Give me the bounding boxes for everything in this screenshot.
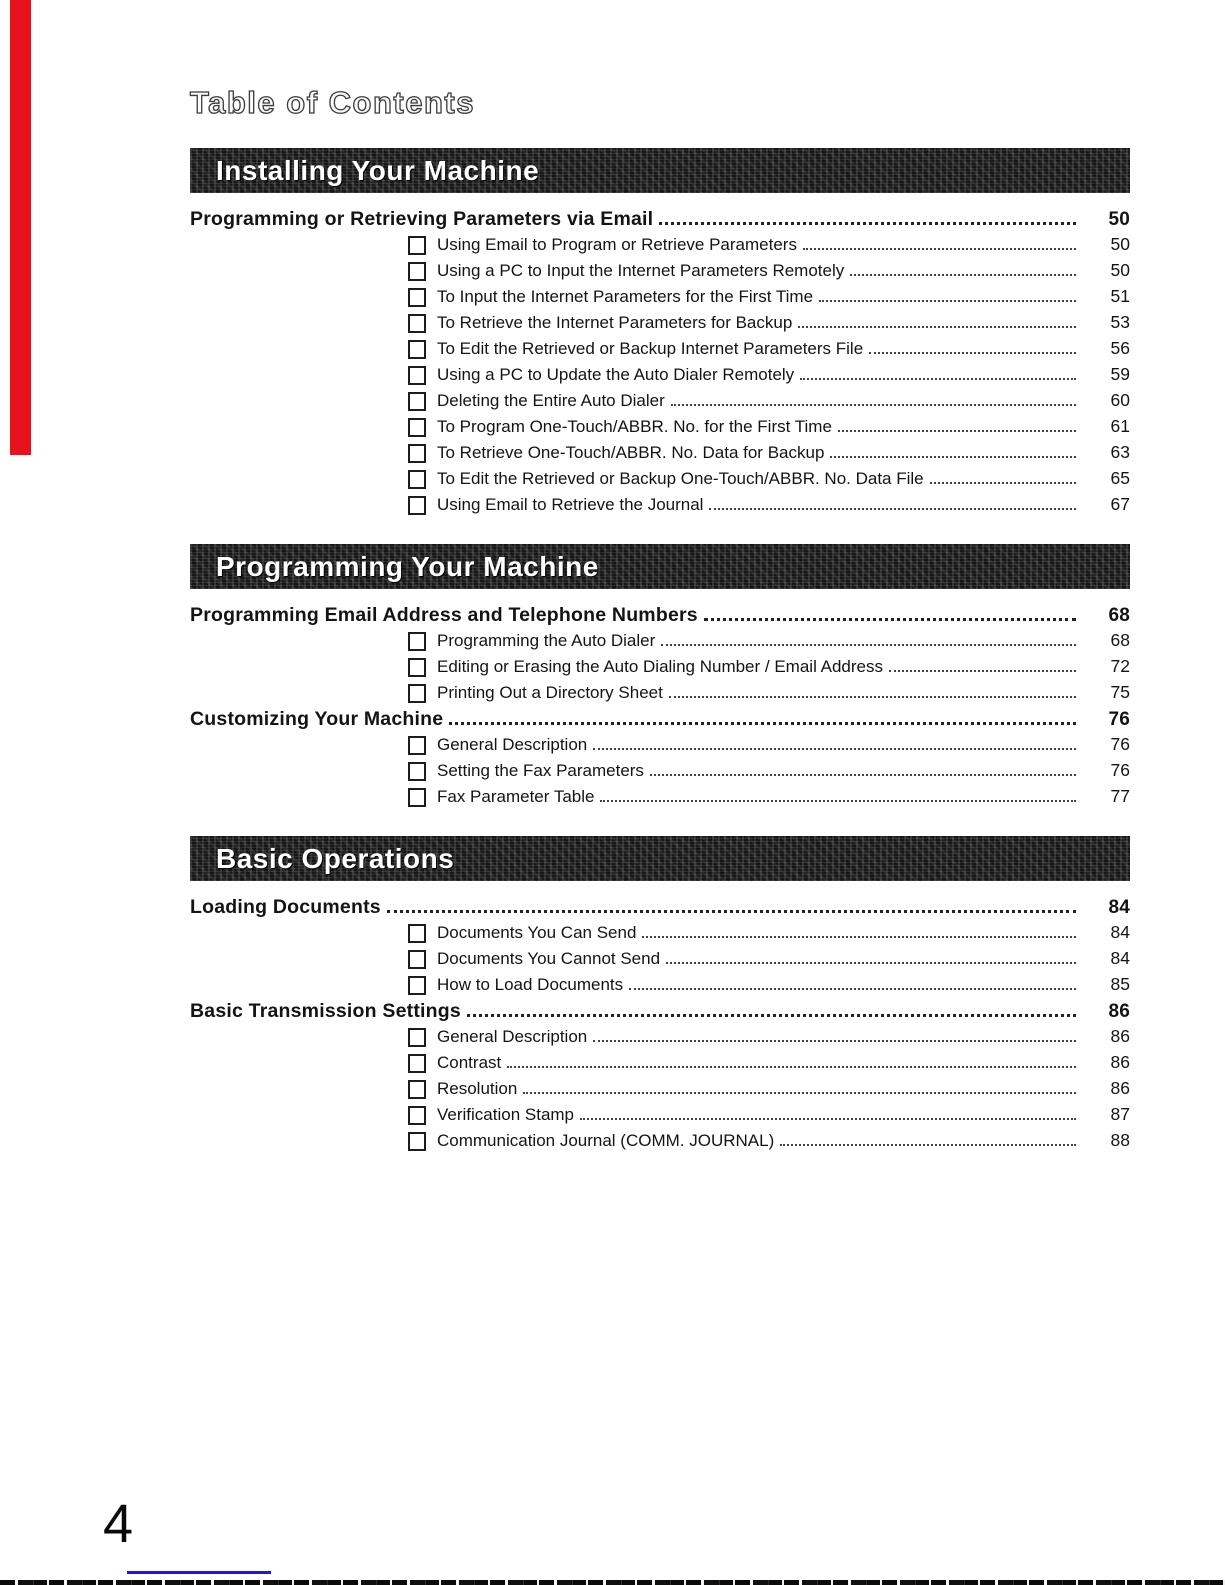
toc-page-ref: 76	[1110, 734, 1130, 754]
leader-dots	[798, 326, 1076, 328]
toc-group-title: Customizing Your Machine	[190, 708, 444, 730]
section-header-label: Installing Your Machine	[216, 154, 540, 186]
toc-page-ref: 72	[1110, 656, 1130, 676]
toc-item-row	[190, 1052, 1130, 1078]
toc-item-row	[190, 416, 1130, 442]
checkbox-icon	[408, 950, 426, 969]
toc-item-label: Communication Journal (COMM. JOURNAL)	[437, 1131, 775, 1150]
toc-group-row	[190, 896, 1130, 922]
section-header-bar	[190, 544, 1130, 589]
checkbox-icon	[408, 684, 426, 703]
leader-dots	[467, 1014, 1076, 1017]
leader-dots	[580, 1118, 1076, 1120]
checkbox-icon	[408, 1080, 426, 1099]
toc-item-label: Setting the Fax Parameters	[437, 761, 644, 780]
toc-page-ref: 59	[1110, 364, 1130, 384]
toc-page-ref: 84	[1108, 897, 1130, 918]
checkbox-icon	[408, 496, 426, 515]
toc-page-ref: 84	[1110, 948, 1130, 968]
checkbox-icon	[408, 314, 426, 333]
checkbox-icon	[408, 444, 426, 463]
toc-item-row	[190, 234, 1130, 260]
checkbox-icon	[408, 762, 426, 781]
toc-page-ref: 88	[1110, 1130, 1130, 1150]
toc-item-row	[190, 1078, 1130, 1104]
toc-item-label: To Edit the Retrieved or Backup One-Touch/ABBR. No. Data File	[437, 469, 924, 488]
toc-page-ref: 86	[1108, 1001, 1130, 1022]
toc-item-label: Using Email to Retrieve the Journal	[437, 495, 704, 514]
toc-item-row	[190, 442, 1130, 468]
checkbox-icon	[408, 392, 426, 411]
toc-group-title: Loading Documents	[190, 896, 381, 918]
toc-item-label: Deleting the Entire Auto Dialer	[437, 391, 665, 410]
toc-item-label: General Description	[437, 735, 588, 754]
toc-item-label: How to Load Documents	[437, 975, 624, 994]
section-header-bar	[190, 148, 1130, 193]
leader-dots	[838, 430, 1076, 432]
toc-item-row	[190, 974, 1130, 1000]
toc-item-label: To Program One-Touch/ABBR. No. for the First Time	[437, 417, 832, 436]
toc-group-row	[190, 1000, 1130, 1026]
toc-item-row	[190, 1026, 1130, 1052]
page-edge-scan-line	[0, 1580, 1225, 1585]
toc-item-row	[190, 286, 1130, 312]
toc-item-label: Fax Parameter Table	[437, 787, 595, 806]
toc-page-ref: 86	[1110, 1026, 1130, 1046]
toc-list	[190, 604, 1130, 812]
checkbox-icon	[408, 736, 426, 755]
checkbox-icon	[408, 340, 426, 359]
leader-dots	[661, 644, 1076, 646]
toc-item-row	[190, 468, 1130, 494]
leader-dots	[449, 722, 1076, 725]
toc-item-label: To Retrieve One-Touch/ABBR. No. Data for Backup	[437, 443, 825, 462]
toc-item-label: Using Email to Program or Retrieve Parameters	[437, 235, 797, 254]
leader-dots	[600, 800, 1076, 802]
toc-page-ref: 86	[1110, 1052, 1130, 1072]
toc-item-label: Printing Out a Directory Sheet	[437, 683, 663, 702]
leader-dots	[387, 910, 1076, 913]
checkbox-icon	[408, 470, 426, 489]
checkbox-icon	[408, 366, 426, 385]
toc-item-label: Using a PC to Update the Auto Dialer Remotely	[437, 365, 795, 384]
toc-page-ref: 50	[1108, 209, 1130, 230]
checkbox-icon	[408, 976, 426, 995]
leader-dots	[666, 962, 1076, 964]
leader-dots	[869, 352, 1076, 354]
leader-dots	[819, 300, 1076, 302]
toc-group-title: Programming or Retrieving Parameters via Email	[190, 208, 654, 230]
toc-group-title: Programming Email Address and Telephone Numbers	[190, 604, 698, 626]
toc-item-label: To Edit the Retrieved or Backup Internet Parameters File	[437, 339, 864, 358]
toc-item-row	[190, 786, 1130, 812]
toc-page-ref: 56	[1110, 338, 1130, 358]
toc-item-label: General Description	[437, 1027, 588, 1046]
toc-item-row	[190, 948, 1130, 974]
leader-dots	[780, 1144, 1076, 1146]
leader-dots	[642, 936, 1076, 938]
toc-item-row	[190, 682, 1130, 708]
toc-item-label: Documents You Can Send	[437, 923, 637, 942]
section-header-label: Programming Your Machine	[216, 550, 599, 582]
toc-sections	[190, 148, 1130, 1156]
blue-underline-mark	[127, 1571, 271, 1574]
toc-item-row	[190, 656, 1130, 682]
toc-item-row	[190, 1130, 1130, 1156]
toc-item-row	[190, 760, 1130, 786]
checkbox-icon	[408, 1106, 426, 1125]
toc-item-row	[190, 364, 1130, 390]
leader-dots	[704, 618, 1076, 621]
page-title: Table of Contents	[190, 85, 475, 120]
checkbox-icon	[408, 1028, 426, 1047]
leader-dots	[850, 274, 1076, 276]
toc-item-label: Documents You Cannot Send	[437, 949, 661, 968]
checkbox-icon	[408, 288, 426, 307]
toc-item-label: Resolution	[437, 1079, 518, 1098]
toc-item-label: Contrast	[437, 1053, 502, 1072]
toc-page-ref: 60	[1110, 390, 1130, 410]
toc-page-ref: 77	[1110, 786, 1130, 806]
toc-page-ref: 51	[1110, 286, 1130, 306]
toc-content	[190, 0, 1130, 1156]
checkbox-icon	[408, 1054, 426, 1073]
toc-item-row	[190, 734, 1130, 760]
toc-page-ref: 68	[1110, 630, 1130, 650]
leader-dots	[830, 456, 1076, 458]
checkbox-icon	[408, 632, 426, 651]
red-margin-stripe	[10, 0, 31, 455]
toc-page-ref: 76	[1110, 760, 1130, 780]
leader-dots	[671, 404, 1076, 406]
toc-item-label: Programming the Auto Dialer	[437, 631, 656, 650]
leader-dots	[803, 248, 1076, 250]
toc-list	[190, 208, 1130, 520]
leader-dots	[800, 378, 1076, 380]
leader-dots	[629, 988, 1076, 990]
toc-page-ref: 53	[1110, 312, 1130, 332]
toc-item-row	[190, 338, 1130, 364]
toc-item-label: Verification Stamp	[437, 1105, 575, 1124]
toc-page-ref: 85	[1110, 974, 1130, 994]
toc-item-label: To Retrieve the Internet Parameters for Backup	[437, 313, 793, 332]
checkbox-icon	[408, 236, 426, 255]
page-number: 4	[103, 1494, 134, 1554]
toc-page-ref: 50	[1110, 234, 1130, 254]
checkbox-icon	[408, 658, 426, 677]
toc-item-row	[190, 494, 1130, 520]
toc-list	[190, 896, 1130, 1156]
toc-page-ref: 63	[1110, 442, 1130, 462]
toc-page-ref: 75	[1110, 682, 1130, 702]
toc-item-row	[190, 922, 1130, 948]
checkbox-icon	[408, 788, 426, 807]
toc-item-label: Editing or Erasing the Auto Dialing Number / Email Address	[437, 657, 884, 676]
toc-page-ref: 67	[1110, 494, 1130, 514]
checkbox-icon	[408, 924, 426, 943]
toc-item-row	[190, 260, 1130, 286]
leader-dots	[523, 1092, 1076, 1094]
toc-page-ref: 68	[1108, 605, 1130, 626]
checkbox-icon	[408, 1132, 426, 1151]
checkbox-icon	[408, 262, 426, 281]
toc-group-row	[190, 604, 1130, 630]
toc-page-ref: 50	[1110, 260, 1130, 280]
toc-page-ref: 61	[1110, 416, 1130, 436]
leader-dots	[889, 670, 1076, 672]
toc-page-ref: 87	[1110, 1104, 1130, 1124]
toc-item-label: Using a PC to Input the Internet Parameters Remotely	[437, 261, 845, 280]
section-header-label: Basic Operations	[216, 842, 455, 874]
toc-item-row	[190, 312, 1130, 338]
toc-group-row	[190, 708, 1130, 734]
leader-dots	[593, 748, 1076, 750]
leader-dots	[669, 696, 1076, 698]
leader-dots	[930, 482, 1076, 484]
toc-page-ref: 84	[1110, 922, 1130, 942]
leader-dots	[593, 1040, 1076, 1042]
toc-group-row	[190, 208, 1130, 234]
toc-group-title: Basic Transmission Settings	[190, 1000, 461, 1022]
leader-dots	[709, 508, 1076, 510]
toc-item-row	[190, 630, 1130, 656]
toc-page-ref: 86	[1110, 1078, 1130, 1098]
toc-page-ref: 65	[1110, 468, 1130, 488]
toc-item-row	[190, 1104, 1130, 1130]
leader-dots	[659, 222, 1076, 225]
toc-page-ref: 76	[1108, 709, 1130, 730]
section-header-bar	[190, 836, 1130, 881]
toc-item-row	[190, 390, 1130, 416]
leader-dots	[650, 774, 1076, 776]
checkbox-icon	[408, 418, 426, 437]
toc-item-label: To Input the Internet Parameters for the First Time	[437, 287, 814, 306]
leader-dots	[507, 1066, 1076, 1068]
